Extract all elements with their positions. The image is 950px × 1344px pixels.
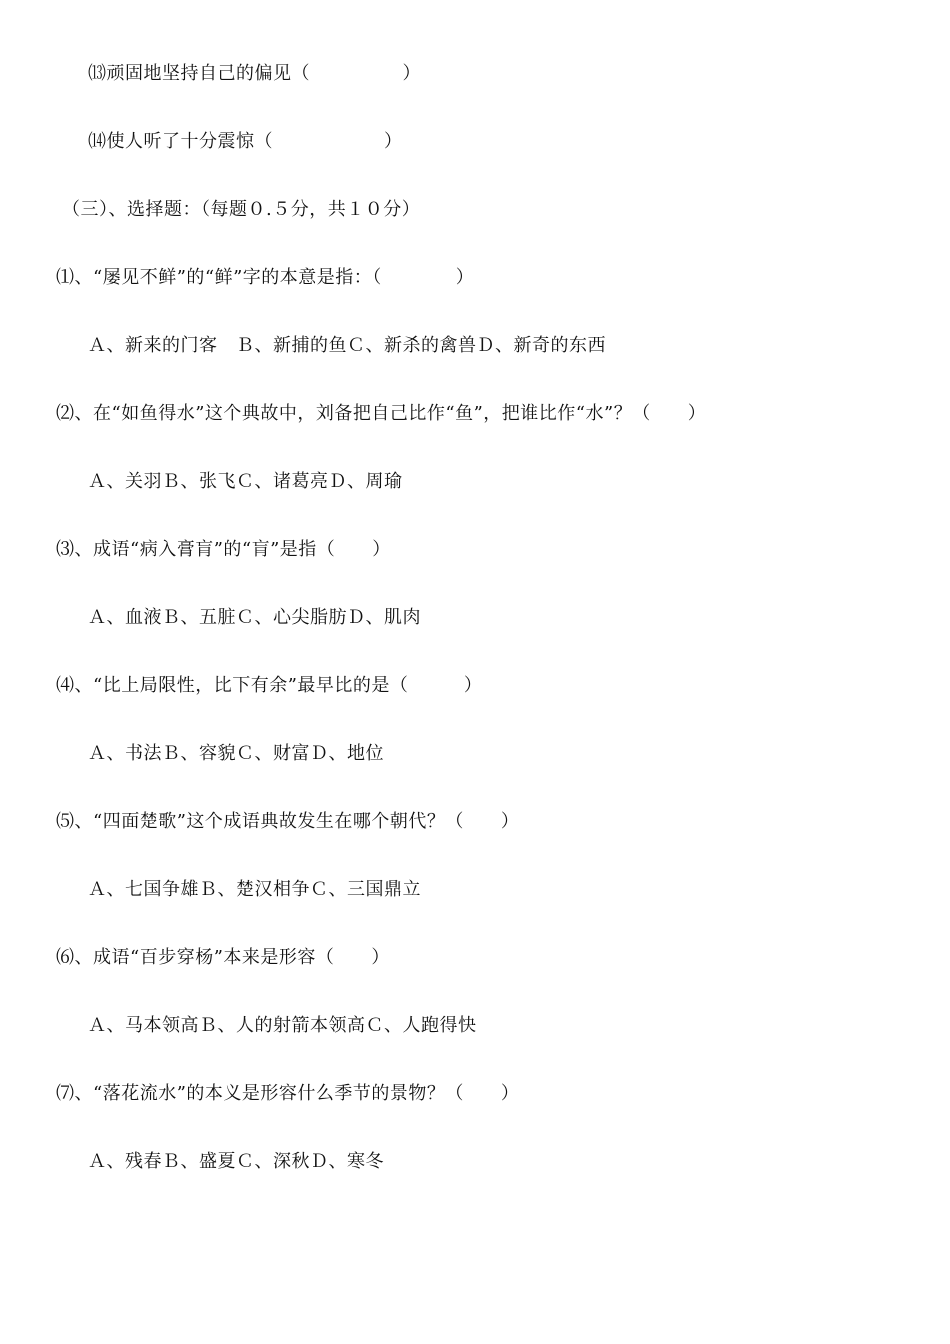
question-5-options: Ａ、七国争雄Ｂ、楚汉相争Ｃ、三国鼎立 bbox=[88, 879, 421, 900]
question-3: ⑶、成语“病入膏肓”的“肓”是指（ ） bbox=[56, 539, 391, 560]
question-3-options: Ａ、血液Ｂ、五脏Ｃ、心尖脂肪Ｄ、肌肉 bbox=[88, 607, 421, 628]
question-6-options: Ａ、马本领高Ｂ、人的射箭本领高Ｃ、人跑得快 bbox=[88, 1015, 477, 1036]
question-2: ⑵、在“如鱼得水”这个典故中，刘备把自己比作“鱼”，把谁比作“水”？（ ） bbox=[56, 403, 707, 424]
section-heading: （三）、选择题：（每题０.５分，共１０分） bbox=[62, 199, 421, 220]
fill-in-item-13: ⒀顽固地坚持自己的偏见（ ） bbox=[88, 63, 421, 84]
question-2-options: Ａ、关羽Ｂ、张飞Ｃ、诸葛亮Ｄ、周瑜 bbox=[88, 471, 403, 492]
question-6: ⑹、成语“百步穿杨”本来是形容（ ） bbox=[56, 947, 390, 968]
question-1: ⑴、“屡见不鲜”的“鲜”字的本意是指：（ ） bbox=[56, 267, 475, 288]
question-4-options: Ａ、书法Ｂ、容貌Ｃ、财富Ｄ、地位 bbox=[88, 743, 384, 764]
question-4: ⑷、“比上局限性，比下有余”最早比的是（ ） bbox=[56, 675, 483, 696]
question-5: ⑸、“四面楚歌”这个成语典故发生在哪个朝代？（ ） bbox=[56, 811, 520, 832]
fill-in-item-14: ⒁使人听了十分震惊（ ） bbox=[88, 131, 403, 152]
question-7: ⑺、“落花流水”的本义是形容什么季节的景物？（ ） bbox=[56, 1083, 520, 1104]
question-7-options: Ａ、残春Ｂ、盛夏Ｃ、深秋Ｄ、寒冬 bbox=[88, 1151, 384, 1172]
question-1-options: Ａ、新来的门客 Ｂ、新捕的鱼Ｃ、新杀的禽兽Ｄ、新奇的东西 bbox=[88, 335, 606, 356]
